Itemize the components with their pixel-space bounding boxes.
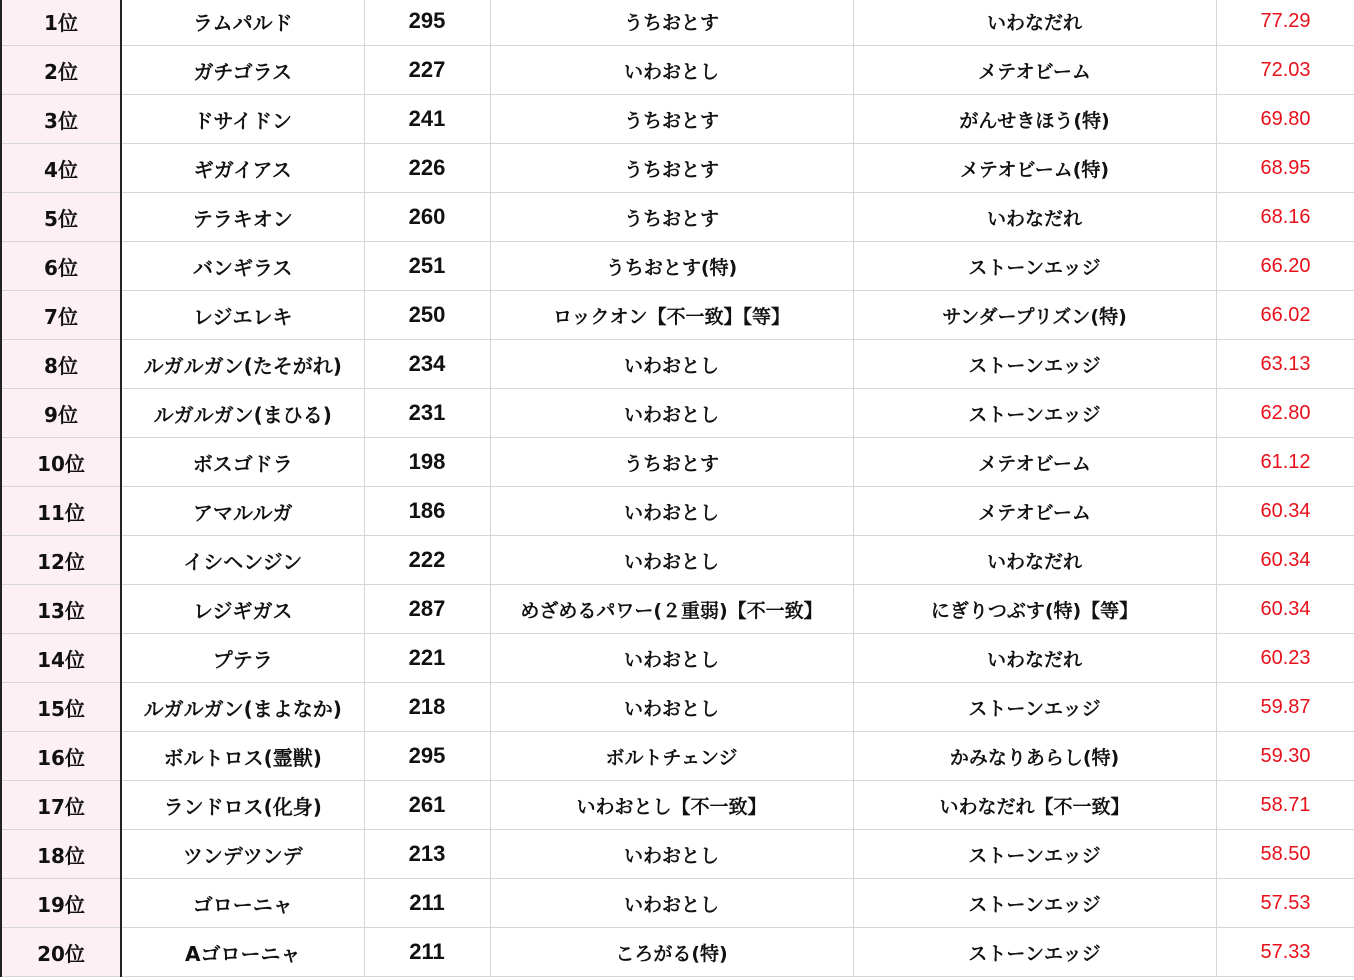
base-total-cell: 221: [364, 634, 490, 683]
rank-cell: 15位: [1, 683, 121, 732]
move-1-cell: いわおとし: [490, 879, 853, 928]
score-cell: 60.23: [1216, 634, 1354, 683]
move-2-cell: ストーンエッジ: [853, 389, 1216, 438]
move-1-cell: うちおとす: [490, 193, 853, 242]
pokemon-name-cell: ランドロス(化身): [121, 781, 364, 830]
pokemon-name-cell: イシヘンジン: [121, 536, 364, 585]
rank-cell: 19位: [1, 879, 121, 928]
pokemon-name-cell: ギガイアス: [121, 144, 364, 193]
score-cell: 68.95: [1216, 144, 1354, 193]
table-row: [1, 438, 1354, 487]
move-1-cell: いわおとし: [490, 389, 853, 438]
move-2-cell: ストーンエッジ: [853, 242, 1216, 291]
base-total-cell: 211: [364, 879, 490, 928]
move-2-cell: いわなだれ: [853, 634, 1216, 683]
table-row: [1, 634, 1354, 683]
rank-cell: 7位: [1, 291, 121, 340]
score-cell: 72.03: [1216, 46, 1354, 95]
pokemon-name-cell: ドサイドン: [121, 95, 364, 144]
rank-cell: 10位: [1, 438, 121, 487]
move-1-cell: うちおとす(特): [490, 242, 853, 291]
score-cell: 66.20: [1216, 242, 1354, 291]
table-row: [1, 830, 1354, 879]
score-cell: 58.50: [1216, 830, 1354, 879]
move-2-cell: メテオビーム: [853, 46, 1216, 95]
move-2-cell: がんせきほう(特): [853, 95, 1216, 144]
move-1-cell: うちおとす: [490, 95, 853, 144]
base-total-cell: 251: [364, 242, 490, 291]
move-1-cell: ころがる(特): [490, 928, 853, 977]
pokemon-name-cell: レジエレキ: [121, 291, 364, 340]
base-total-cell: 211: [364, 928, 490, 977]
pokemon-name-cell: ボルトロス(霊獣): [121, 732, 364, 781]
base-total-cell: 234: [364, 340, 490, 389]
table-row: [1, 585, 1354, 634]
ranking-table-body: [1, 0, 1354, 977]
score-cell: 61.12: [1216, 438, 1354, 487]
base-total-cell: 227: [364, 46, 490, 95]
table-row: [1, 291, 1354, 340]
rank-cell: 2位: [1, 46, 121, 95]
move-2-cell: いわなだれ: [853, 193, 1216, 242]
rank-cell: 8位: [1, 340, 121, 389]
base-total-cell: 250: [364, 291, 490, 340]
move-1-cell: いわおとし: [490, 340, 853, 389]
rank-cell: 5位: [1, 193, 121, 242]
move-1-cell: いわおとし: [490, 830, 853, 879]
move-2-cell: メテオビーム: [853, 438, 1216, 487]
score-cell: 60.34: [1216, 487, 1354, 536]
pokemon-name-cell: ルガルガン(まよなか): [121, 683, 364, 732]
pokemon-name-cell: ツンデツンデ: [121, 830, 364, 879]
table-row: [1, 683, 1354, 732]
table-row: [1, 781, 1354, 830]
table-row: [1, 340, 1354, 389]
base-total-cell: 186: [364, 487, 490, 536]
pokemon-name-cell: ガチゴラス: [121, 46, 364, 95]
move-1-cell: いわおとし: [490, 536, 853, 585]
rank-cell: 4位: [1, 144, 121, 193]
move-1-cell: ボルトチェンジ: [490, 732, 853, 781]
move-1-cell: いわおとし【不一致】: [490, 781, 853, 830]
move-1-cell: うちおとす: [490, 0, 853, 46]
score-cell: 77.29: [1216, 0, 1354, 46]
move-2-cell: いわなだれ【不一致】: [853, 781, 1216, 830]
move-1-cell: めざめるパワー(２重弱)【不一致】: [490, 585, 853, 634]
table-row: [1, 732, 1354, 781]
pokemon-name-cell: テラキオン: [121, 193, 364, 242]
pokemon-name-cell: Aゴローニャ: [121, 928, 364, 977]
rank-cell: 12位: [1, 536, 121, 585]
pokemon-name-cell: ボスゴドラ: [121, 438, 364, 487]
score-cell: 59.87: [1216, 683, 1354, 732]
table-row: [1, 879, 1354, 928]
table-row: [1, 144, 1354, 193]
move-2-cell: ストーンエッジ: [853, 928, 1216, 977]
rank-cell: 16位: [1, 732, 121, 781]
table-row: [1, 242, 1354, 291]
move-1-cell: いわおとし: [490, 634, 853, 683]
pokemon-name-cell: ゴローニャ: [121, 879, 364, 928]
move-1-cell: いわおとし: [490, 683, 853, 732]
rank-cell: 3位: [1, 95, 121, 144]
base-total-cell: 241: [364, 95, 490, 144]
pokemon-name-cell: バンギラス: [121, 242, 364, 291]
move-2-cell: いわなだれ: [853, 536, 1216, 585]
base-total-cell: 261: [364, 781, 490, 830]
move-1-cell: いわおとし: [490, 487, 853, 536]
pokemon-name-cell: ルガルガン(たそがれ): [121, 340, 364, 389]
rank-cell: 1位: [1, 0, 121, 46]
base-total-cell: 231: [364, 389, 490, 438]
table-row: [1, 0, 1354, 46]
move-1-cell: ロックオン【不一致】【等】: [490, 291, 853, 340]
table-row: [1, 46, 1354, 95]
base-total-cell: 295: [364, 732, 490, 781]
score-cell: 57.53: [1216, 879, 1354, 928]
base-total-cell: 213: [364, 830, 490, 879]
move-2-cell: ストーンエッジ: [853, 830, 1216, 879]
table-row: [1, 193, 1354, 242]
move-2-cell: メテオビーム: [853, 487, 1216, 536]
pokemon-name-cell: プテラ: [121, 634, 364, 683]
score-cell: 58.71: [1216, 781, 1354, 830]
move-1-cell: うちおとす: [490, 144, 853, 193]
move-1-cell: いわおとし: [490, 46, 853, 95]
base-total-cell: 295: [364, 0, 490, 46]
rank-cell: 18位: [1, 830, 121, 879]
base-total-cell: 218: [364, 683, 490, 732]
pokemon-name-cell: ラムパルド: [121, 0, 364, 46]
table-row: [1, 487, 1354, 536]
move-2-cell: ストーンエッジ: [853, 879, 1216, 928]
move-2-cell: いわなだれ: [853, 0, 1216, 46]
score-cell: 69.80: [1216, 95, 1354, 144]
rank-cell: 6位: [1, 242, 121, 291]
move-2-cell: ストーンエッジ: [853, 340, 1216, 389]
pokemon-name-cell: レジギガス: [121, 585, 364, 634]
table-row: [1, 95, 1354, 144]
move-2-cell: にぎりつぶす(特)【等】: [853, 585, 1216, 634]
base-total-cell: 287: [364, 585, 490, 634]
score-cell: 57.33: [1216, 928, 1354, 977]
move-1-cell: うちおとす: [490, 438, 853, 487]
pokemon-name-cell: アマルルガ: [121, 487, 364, 536]
score-cell: 59.30: [1216, 732, 1354, 781]
rank-cell: 13位: [1, 585, 121, 634]
rank-cell: 20位: [1, 928, 121, 977]
move-2-cell: メテオビーム(特): [853, 144, 1216, 193]
score-cell: 63.13: [1216, 340, 1354, 389]
score-cell: 60.34: [1216, 585, 1354, 634]
rank-cell: 9位: [1, 389, 121, 438]
move-2-cell: かみなりあらし(特): [853, 732, 1216, 781]
move-2-cell: ストーンエッジ: [853, 683, 1216, 732]
base-total-cell: 198: [364, 438, 490, 487]
base-total-cell: 222: [364, 536, 490, 585]
table-row: [1, 389, 1354, 438]
score-cell: 66.02: [1216, 291, 1354, 340]
move-2-cell: サンダープリズン(特): [853, 291, 1216, 340]
table-row: [1, 928, 1354, 977]
rank-cell: 17位: [1, 781, 121, 830]
score-cell: 60.34: [1216, 536, 1354, 585]
pokemon-name-cell: ルガルガン(まひる): [121, 389, 364, 438]
table-row: [1, 536, 1354, 585]
rank-cell: 11位: [1, 487, 121, 536]
base-total-cell: 226: [364, 144, 490, 193]
base-total-cell: 260: [364, 193, 490, 242]
score-cell: 62.80: [1216, 389, 1354, 438]
rank-cell: 14位: [1, 634, 121, 683]
score-cell: 68.16: [1216, 193, 1354, 242]
